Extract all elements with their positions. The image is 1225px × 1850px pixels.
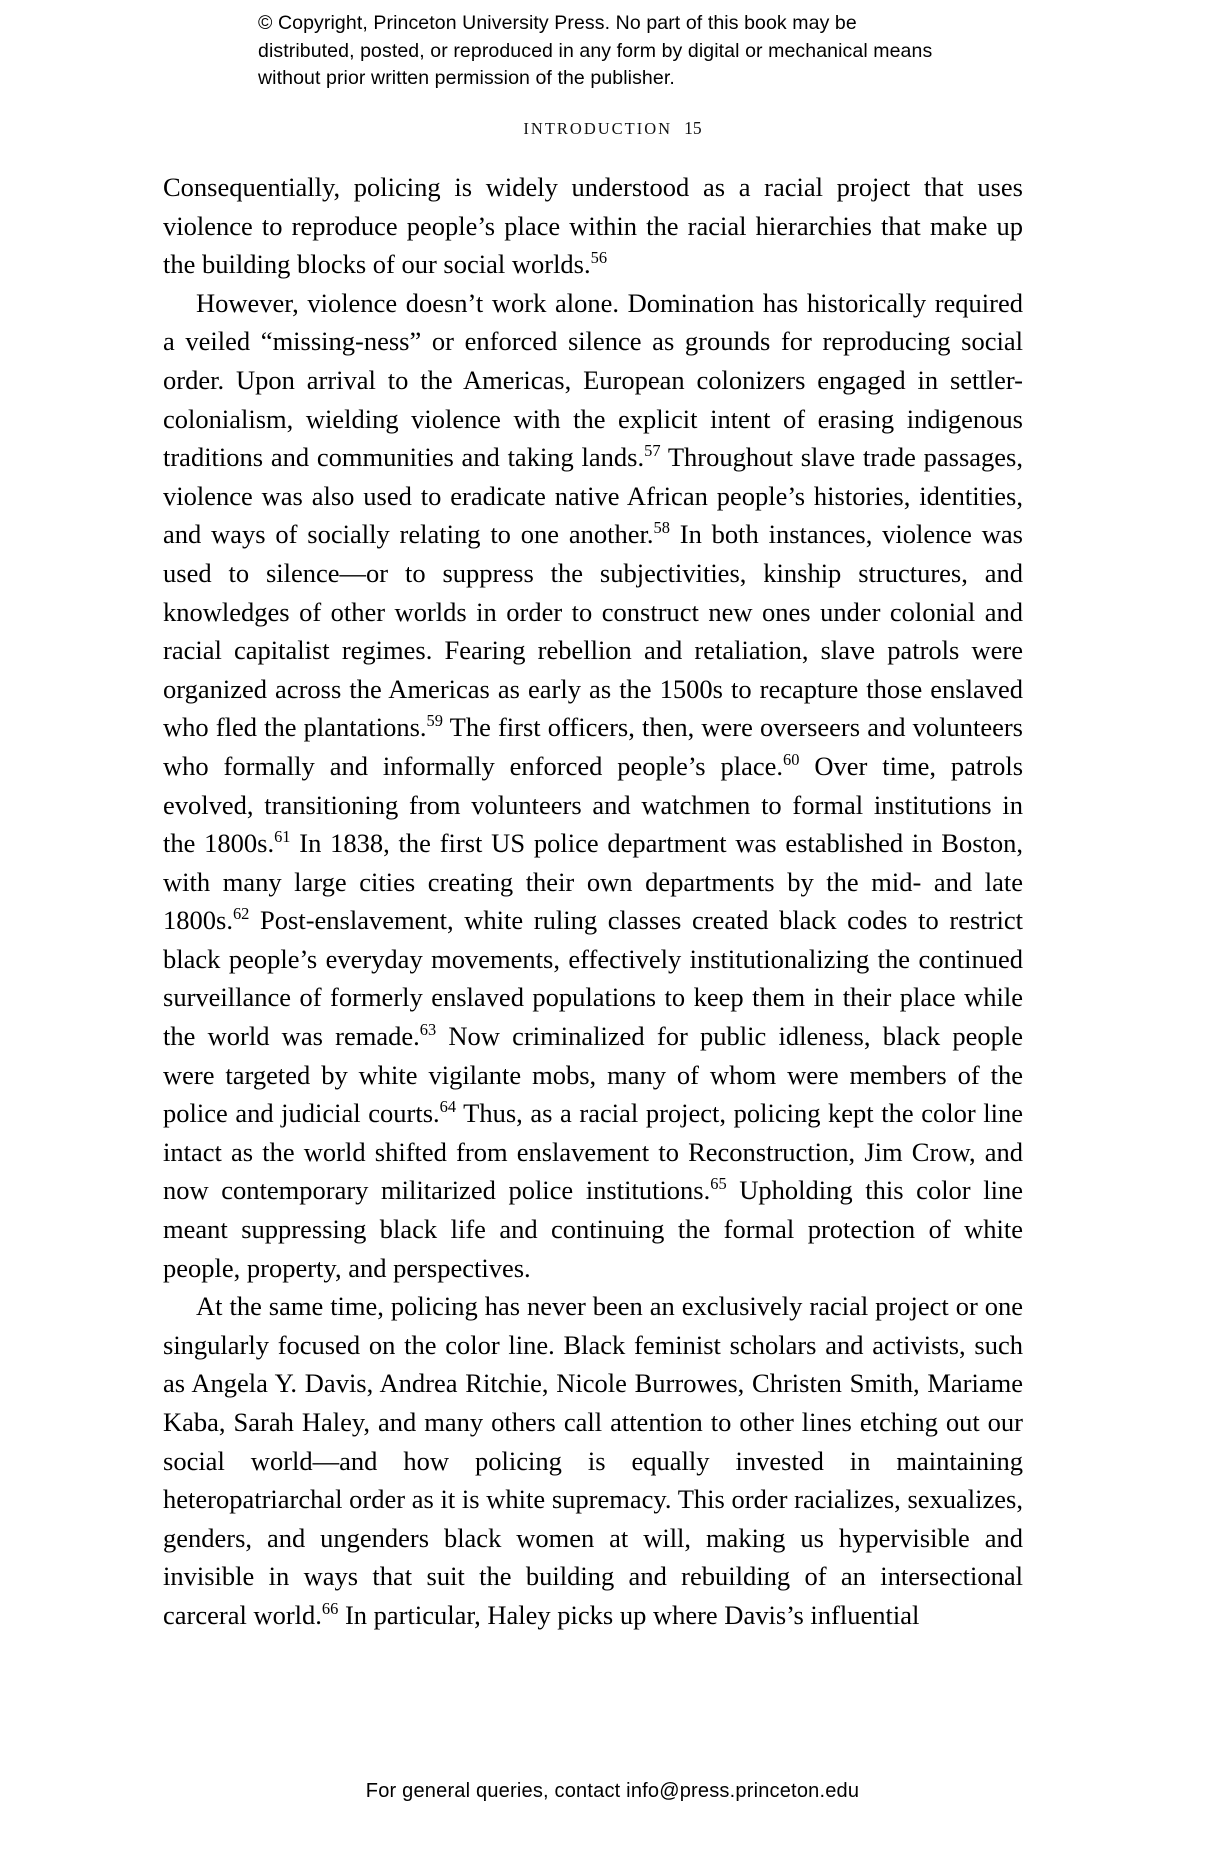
- copyright-notice: © Copyright, Princeton University Press. No part of this book may be distributed, posted, or reproduced in any form by digital or mechanical means without prior written permission of the publisher.: [258, 12, 933, 90]
- running-head: [0, 118, 1225, 139]
- footer-queries-note: For general queries, contact info@press.princeton.edu: [365, 1780, 860, 1802]
- running-head-title: INTRODUCTION: [523, 119, 673, 138]
- page-number: 15: [684, 118, 702, 138]
- body-text: [163, 168, 1023, 1635]
- paragraph-3: At the same time, policing has never been an exclusively racial project or one singularly focused on the color line. Black feminist scholars and activists, such as Angela Y. Davis, Andrea Ritchie, Nicole Burrowes, Christen Smith, Mariame Kaba, Sarah Haley, and many others call attention to other lines etching out our social world—and how policing is equally invested in maintaining heteropatriarchal order as it is white supremacy. This order racializes, sexualizes, genders, and ungenders black women at will, making us hypervisible and invisible in ways that suit the building and rebuilding of an intersectional carceral world.$^{66}$ In particular, Haley picks up where Davis’s influential: [163, 1291, 1023, 1630]
- paragraph-2: However, violence doesn’t work alone. Domination has historically required a veiled “missing-ness” or enforced silence as grounds for reproducing social order. Upon arrival to the Americas, European colonizers engaged in settler-colonialism, wielding violence with the explicit intent of erasing indigenous traditions and communities and taking lands.$^{57}$ Throughout slave trade passages, violence was also used to eradicate native African people’s histories, identities, and ways of socially relating to one another.$^{58}$ In both instances, violence was used to silence—or to suppress the subjectivities, kinship structures, and knowledges of other worlds in order to construct new ones under colonial and racial capitalist regimes. Fearing rebellion and retaliation, slave patrols were organized across the Americas as early as the 1500s to recapture those enslaved who fled the plantations.$^{59}$ The first officers, then, were overseers and volunteers who formally and informally enforced people’s place.$^{60}$ Over time, patrols evolved, transitioning from volunteers and watchmen to formal institutions in the 1800s.$^{61}$ In 1838, the first US police department was established in Boston, with many large cities creating their own departments by the mid- and late 1800s.$^{62}$ Post-enslavement, white ruling classes created black codes to restrict black people’s everyday movements, effectively institutionalizing the continued surveillance of formerly enslaved populations to keep them in their place while the world was remade.$^{63}$ Now criminalized for public idleness, black people were targeted by white vigilante mobs, many of whom were members of the police and judicial courts.$^{64}$ Thus, as a racial project, policing kept the color line intact as the world shifted from enslavement to Reconstruction, Jim Crow, and now contemporary militarized police institutions.$^{65}$ Upholding this color line meant suppressing black life and continuing the formal protection of white people, property, and perspectives.: [163, 287, 1024, 1283]
- paragraph-1: Consequentially, policing is widely understood as a racial project that uses violence to reproduce people’s place within the racial hierarchies that make up the building blocks of our social worlds.$^{56}$: [163, 172, 1023, 280]
